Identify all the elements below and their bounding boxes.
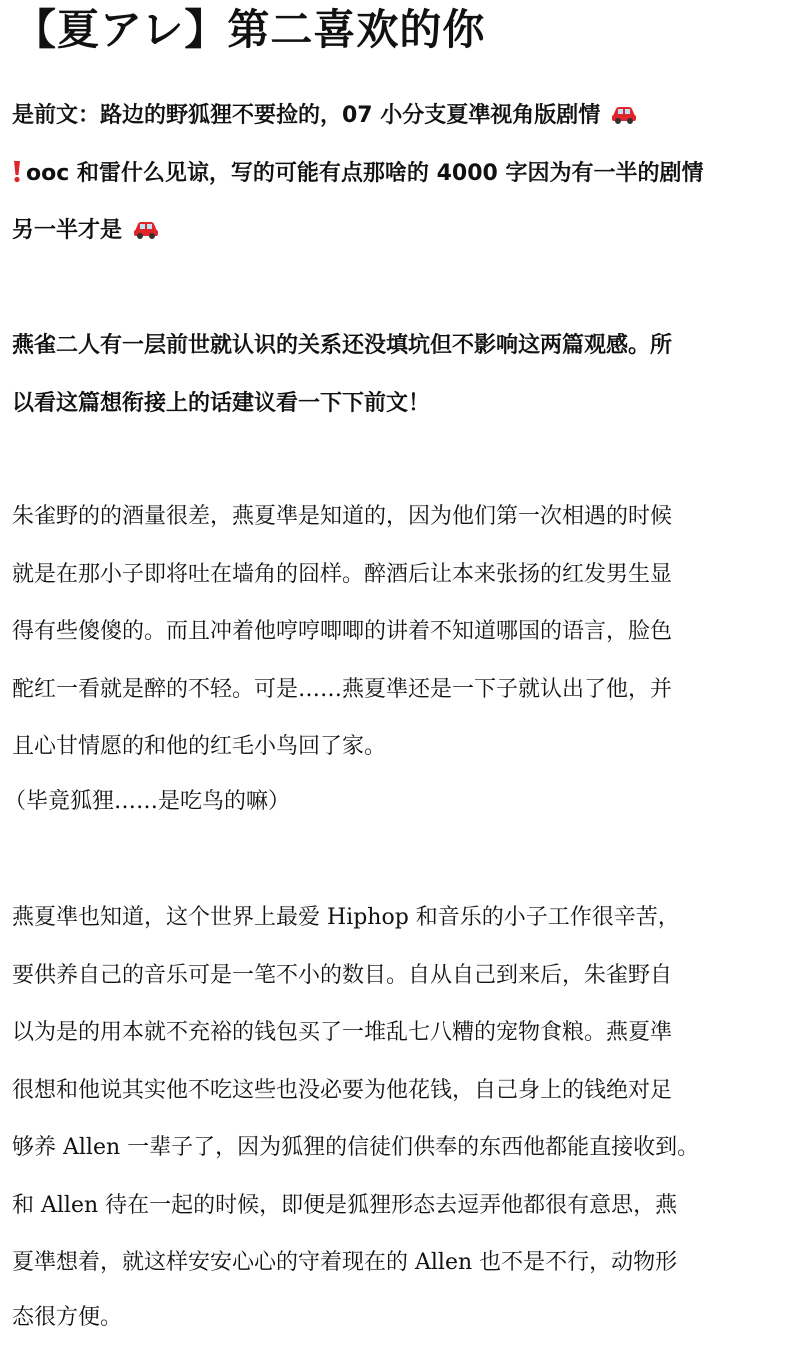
para1-aside: （毕竟狐狸……是吃鸟的嘛） xyxy=(4,789,291,814)
intro-line-1 xyxy=(12,101,638,131)
para1-line-5: 且心甘情愿的和他的红毛小鸟回了家。 xyxy=(12,734,387,759)
intro-line-2-text: ooc 和雷什么见谅，写的可能有点那啥的 4000 字因为有一半的剧情 xyxy=(26,161,704,186)
para2-line-6: 和 Allen 待在一起的时候，即便是狐狸形态去逗弄他都很有意思，燕 xyxy=(12,1193,678,1218)
para1-line-4: 酡红一看就是醉的不轻。可是……燕夏凖还是一下子就认出了他，并 xyxy=(12,677,673,702)
red-car-icon xyxy=(610,103,638,125)
note-line-2: 以看这篇想衔接上的话建议看一下下前文！ xyxy=(12,391,431,416)
intro-line-2 xyxy=(12,159,703,189)
para2-line-2: 要供养自己的音乐可是一笔不小的数目。自从自己到来后，朱雀野自 xyxy=(12,963,673,988)
note-line-1: 燕雀二人有一层前世就认识的关系还没填坑但不影响这两篇观感。所 xyxy=(12,333,673,358)
intro-line-3-text: 另一半才是 xyxy=(12,218,123,243)
para1-line-3: 得有些傻傻的。而且冲着他哼哼唧唧的讲着不知道哪国的语言，脸色 xyxy=(12,619,673,644)
para1-line-1: 朱雀野的的酒量很差，燕夏凖是知道的，因为他们第一次相遇的时候 xyxy=(12,504,673,529)
red-exclamation-icon xyxy=(12,159,22,183)
intro-line-1-text: 是前文：路边的野狐狸不要捡的，07 小分支夏凖视角版剧情 xyxy=(12,103,601,128)
para2-line-5: 够养 Allen 一辈子了，因为狐狸的信徒们供奉的东西他都能直接收到。 xyxy=(12,1135,700,1160)
intro-line-3 xyxy=(12,216,160,246)
article-title: 【夏アレ】第二喜欢的你 xyxy=(14,5,486,54)
para2-line-7: 夏凖想着，就这样安安心心的守着现在的 Allen 也不是不行，动物形 xyxy=(12,1250,678,1275)
red-car-icon xyxy=(132,218,160,240)
para2-line-4: 很想和他说其实他不吃这些也没必要为他花钱，自己身上的钱绝对足 xyxy=(12,1078,673,1103)
para2-line-8: 态很方便。 xyxy=(12,1305,123,1330)
para1-line-2: 就是在那小子即将吐在墙角的囧样。醉酒后让本来张扬的红发男生显 xyxy=(12,562,673,587)
para2-line-1: 燕夏凖也知道，这个世界上最爱 Hiphop 和音乐的小子工作很辛苦， xyxy=(12,905,680,930)
para2-line-3: 以为是的用本就不充裕的钱包买了一堆乱七八糟的宠物食粮。燕夏凖 xyxy=(12,1020,673,1045)
